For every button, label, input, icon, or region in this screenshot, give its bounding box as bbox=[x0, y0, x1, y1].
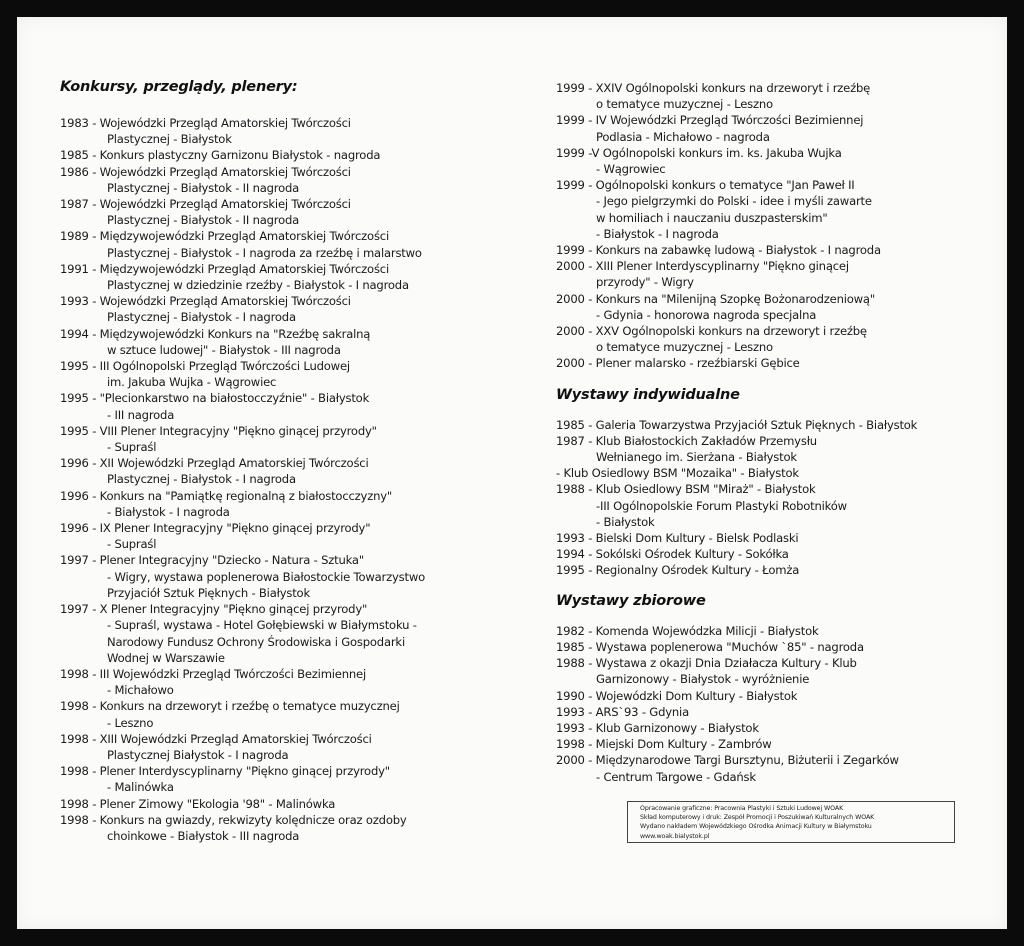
section-wystawy-zbiorowe bbox=[556, 593, 996, 785]
entry-line: 1996 - Konkurs na "Pamiątkę regionalną z białostocczyzny" bbox=[60, 488, 393, 503]
entry-line: 1993 - ARS`93 - Gdynia bbox=[556, 704, 689, 719]
entry-continuation: - Jego pielgrzymki do Polski - idee i myśli zawarte bbox=[596, 194, 872, 209]
entry-line: 1999 - Ogólnopolski konkurs o tematyce "Jan Paweł II bbox=[556, 178, 855, 193]
credits-line: Wydano nakładem Wojewódzkiego Ośrodka Animacji Kultury w Białymstoku bbox=[640, 823, 872, 831]
list-item bbox=[60, 423, 500, 455]
entry-line: 1982 - Komenda Wojewódzka Milicji - Białystok bbox=[556, 623, 819, 638]
heading-wystawy-zbiorowe: Wystawy zbiorowe bbox=[556, 592, 706, 609]
entry-continuation: - Wigry, wystawa poplenerowa Białostockie Towarzystwo bbox=[107, 569, 426, 584]
entry-continuation: - Malinówka bbox=[107, 780, 174, 795]
list-item bbox=[556, 688, 996, 704]
entry-line: 1993 - Wojewódzki Przegląd Amatorskiej Twórczości bbox=[60, 294, 351, 309]
entry-continuation: przyrody" - Wigry bbox=[596, 275, 694, 290]
entry-line: 1999 -V Ogólnopolski konkurs im. ks. Jakuba Wujka bbox=[556, 145, 842, 160]
list-item bbox=[60, 601, 500, 666]
list-item bbox=[556, 323, 996, 355]
entry-line: 1998 - Konkurs na drzeworyt i rzeźbę o tematyce muzycznej bbox=[60, 699, 400, 714]
list-item bbox=[60, 390, 500, 422]
entry-continuation: Plastycznej - Białystok - I nagroda bbox=[107, 310, 296, 325]
entry-line: 1998 - Plener Zimowy "Ekologia '98" - Malinówka bbox=[60, 796, 336, 811]
list-item bbox=[556, 417, 996, 433]
entry-continuation: - Michałowo bbox=[107, 683, 174, 698]
list-item bbox=[556, 752, 996, 784]
entry-line: 1985 - Galeria Towarzystwa Przyjaciół Sztuk Pięknych - Białystok bbox=[556, 417, 918, 432]
entry-line: - Klub Osiedlowy BSM "Mozaika" - Białystok bbox=[556, 466, 799, 481]
entry-line: 1990 - Wojewódzki Dom Kultury - Białystok bbox=[556, 688, 798, 703]
list-item bbox=[556, 639, 996, 655]
credits-website: www.woak.bialystok.pl bbox=[640, 832, 710, 840]
entry-line: 1997 - X Plener Integracyjny "Piękno ginącej przyrody" bbox=[60, 602, 368, 617]
entry-line: 2000 - Plener malarsko - rzeźbiarski Gębice bbox=[556, 356, 800, 371]
entry-continuation: choinkowe - Białystok - III nagroda bbox=[107, 828, 300, 843]
entry-continuation: - III nagroda bbox=[107, 407, 175, 422]
entry-line: 1993 - Klub Garnizonowy - Białystok bbox=[556, 720, 759, 735]
entry-line: 1987 - Klub Białostockich Zakładów Przemysłu bbox=[556, 433, 817, 448]
list-item bbox=[60, 731, 500, 763]
wystawy-indywidualne-list bbox=[556, 417, 996, 579]
entry-line: 2000 - XIII Plener Interdyscyplinarny "Piękno ginącej bbox=[556, 259, 849, 274]
entry-line: 1994 - Międzywojewódzki Konkurs na "Rzeźbę sakralną bbox=[60, 326, 371, 341]
list-item bbox=[556, 433, 996, 465]
entry-continuation: Plastycznej w dziedzinie rzeźby - Białystok - I nagroda bbox=[107, 278, 409, 293]
entry-line: 1998 - XIII Wojewódzki Przegląd Amatorskiej Twórczości bbox=[60, 731, 372, 746]
entry-line: 1998 - III Wojewódzki Przegląd Twórczości Bezimiennej bbox=[60, 666, 366, 681]
entry-continuation: - Białystok bbox=[596, 514, 655, 529]
entry-line: 1996 - IX Plener Integracyjny "Piękno ginącej przyrody" bbox=[60, 521, 371, 536]
list-item bbox=[556, 481, 996, 530]
list-item bbox=[60, 488, 500, 520]
entry-continuation: Przyjaciół Sztuk Pięknych - Białystok bbox=[107, 585, 310, 600]
entry-continuation: Plastycznej - Białystok bbox=[107, 132, 232, 147]
entry-line: 1998 - Miejski Dom Kultury - Zambrów bbox=[556, 737, 772, 752]
credits-line: Opracowanie graficzne: Pracownia Plastyki i Sztuki Ludowej WOAK bbox=[640, 805, 844, 812]
entry-line: 1983 - Wojewódzki Przegląd Amatorskiej Twórczości bbox=[60, 116, 351, 130]
entry-continuation: - Wągrowiec bbox=[596, 162, 666, 177]
right-column bbox=[556, 80, 996, 785]
list-item bbox=[60, 763, 500, 795]
entry-continuation: - Białystok - I nagroda bbox=[596, 226, 719, 241]
entry-continuation: - Gdynia - honorowa nagroda specjalna bbox=[596, 307, 817, 322]
entry-line: 1993 - Bielski Dom Kultury - Bielsk Podlaski bbox=[556, 531, 799, 546]
entry-line: 1988 - Wystawa z okazji Dnia Działacza Kultury - Klub bbox=[556, 656, 857, 671]
entry-continuation: Plastycznej - Białystok - I nagroda za rzeźbę i malarstwo bbox=[107, 245, 422, 260]
list-item bbox=[60, 358, 500, 390]
entry-line: 1985 - Wystawa poplenerowa "Muchów `85" - nagroda bbox=[556, 639, 864, 654]
list-item bbox=[556, 530, 996, 546]
entry-line: 2000 - Konkurs na "Milenijną Szopkę Bożonarodzeniową" bbox=[556, 291, 875, 306]
list-item bbox=[556, 623, 996, 639]
list-item bbox=[556, 720, 996, 736]
heading-konkursy: Konkursy, przeglądy, plenery: bbox=[60, 79, 298, 95]
list-item bbox=[556, 291, 996, 323]
entry-continuation: w homiliach i nauczaniu duszpasterskim" bbox=[596, 210, 828, 225]
list-item bbox=[556, 465, 996, 481]
entry-continuation: Plastycznej - Białystok - I nagroda bbox=[107, 472, 296, 487]
entry-continuation: - Supraśl, wystawa - Hotel Gołębiewski w Białymstoku - bbox=[107, 618, 417, 633]
list-item bbox=[60, 293, 500, 325]
list-item bbox=[60, 326, 500, 358]
entry-continuation: Wodnej w Warszawie bbox=[107, 650, 225, 665]
list-item bbox=[556, 112, 996, 144]
entry-continuation: Plastycznej - Białystok - II nagroda bbox=[107, 213, 300, 228]
list-item bbox=[60, 261, 500, 293]
entry-line: 1989 - Międzywojewódzki Przegląd Amatorskiej Twórczości bbox=[60, 229, 389, 244]
list-item bbox=[60, 455, 500, 487]
entry-line: 1995 - Regionalny Ośrodek Kultury - Łomża bbox=[556, 563, 800, 578]
entry-line: 1998 - Plener Interdyscyplinarny "Piękno ginącej przyrody" bbox=[60, 764, 390, 779]
entry-line: 1995 - "Plecionkarstwo na białostocczyźnie" - Białystok bbox=[60, 391, 370, 406]
entry-line: 2000 - Międzynarodowe Targi Bursztynu, Biżuterii i Zegarków bbox=[556, 753, 899, 768]
entry-line: 1999 - IV Wojewódzki Przegląd Twórczości Bezimiennej bbox=[556, 113, 864, 128]
list-item bbox=[556, 736, 996, 752]
entry-continuation: - Supraśl bbox=[107, 537, 157, 552]
section-wystawy-indywidualne bbox=[556, 387, 996, 579]
list-item bbox=[556, 80, 996, 112]
entry-continuation: - Supraśl bbox=[107, 440, 157, 455]
entry-line: 1985 - Konkurs plastyczny Garnizonu Białystok - nagroda bbox=[60, 148, 381, 163]
list-item bbox=[60, 520, 500, 552]
entry-continuation: Wełnianego im. Sierżana - Białystok bbox=[596, 450, 797, 465]
list-item bbox=[60, 812, 500, 844]
entry-line: 1997 - Plener Integracyjny "Dziecko - Natura - Sztuka" bbox=[60, 553, 364, 568]
entry-line: 1987 - Wojewódzki Przegląd Amatorskiej Twórczości bbox=[60, 197, 351, 212]
entry-continuation: - Centrum Targowe - Gdańsk bbox=[596, 769, 756, 784]
entry-continuation: Plastycznej - Białystok - II nagroda bbox=[107, 180, 300, 195]
entry-continuation: w sztuce ludowej" - Białystok - III nagroda bbox=[107, 342, 341, 357]
list-item bbox=[556, 258, 996, 290]
list-item bbox=[556, 355, 996, 371]
list-item bbox=[60, 552, 500, 601]
list-item bbox=[556, 177, 996, 242]
konkursy-list bbox=[60, 115, 500, 844]
wystawy-zbiorowe-list bbox=[556, 623, 996, 785]
entry-continuation: Plastycznej Białystok - I nagroda bbox=[107, 747, 289, 762]
entry-continuation: o tematyce muzycznej - Leszno bbox=[596, 340, 773, 355]
entry-line: 1996 - XII Wojewódzki Przegląd Amatorskiej Twórczości bbox=[60, 456, 369, 471]
entry-line: 1998 - Konkurs na gwiazdy, rekwizyty kolędnicze oraz ozdoby bbox=[60, 812, 407, 827]
konkursy-continued-list bbox=[556, 80, 996, 372]
entry-continuation: - Leszno bbox=[107, 715, 154, 730]
list-item bbox=[60, 115, 500, 147]
entry-line: 1995 - VIII Plener Integracyjny "Piękno ginącej przyrody" bbox=[60, 423, 377, 438]
entry-line: 1999 - XXIV Ogólnopolski konkurs na drzeworyt i rzeźbę bbox=[556, 81, 871, 95]
entry-continuation: Podlasia - Michałowo - nagroda bbox=[596, 129, 770, 144]
entry-continuation: -III Ogólnopolskie Forum Plastyki Robotników bbox=[596, 498, 847, 513]
credits-box bbox=[627, 801, 955, 843]
entry-line: 1995 - III Ogólnopolski Przegląd Twórczości Ludowej bbox=[60, 359, 350, 374]
list-item bbox=[556, 562, 996, 578]
list-item bbox=[60, 147, 500, 163]
entry-line: 2000 - XXV Ogólnopolski konkurs na drzeworyt i rzeźbę bbox=[556, 324, 867, 339]
credits-line: Skład komputerowy i druk: Zespół Promocji i Poszukiwań Kulturalnych WOAK bbox=[640, 814, 875, 822]
list-item bbox=[60, 228, 500, 260]
left-column bbox=[60, 79, 500, 844]
list-item bbox=[60, 164, 500, 196]
entry-continuation: Garnizonowy - Białystok - wyróżnienie bbox=[596, 672, 810, 687]
entry-continuation: o tematyce muzycznej - Leszno bbox=[596, 97, 773, 112]
document-page bbox=[17, 17, 1007, 929]
entry-line: 1991 - Międzywojewódzki Przegląd Amatorskiej Twórczości bbox=[60, 261, 389, 276]
entry-line: 1988 - Klub Osiedlowy BSM "Miraż" - Białystok bbox=[556, 482, 816, 497]
list-item bbox=[60, 666, 500, 698]
entry-continuation: im. Jakuba Wujka - Wągrowiec bbox=[107, 375, 277, 390]
list-item bbox=[60, 796, 500, 812]
list-item bbox=[556, 145, 996, 177]
list-item bbox=[556, 546, 996, 562]
list-item bbox=[556, 655, 996, 687]
entry-line: 1994 - Sokólski Ośrodek Kultury - Sokółka bbox=[556, 547, 789, 562]
list-item bbox=[556, 242, 996, 258]
entry-continuation: - Białystok - I nagroda bbox=[107, 504, 230, 519]
entry-line: 1999 - Konkurs na zabawkę ludową - Białystok - I nagroda bbox=[556, 243, 881, 258]
entry-continuation: Narodowy Fundusz Ochrony Środowiska i Gospodarki bbox=[107, 634, 405, 649]
entry-line: 1986 - Wojewódzki Przegląd Amatorskiej Twórczości bbox=[60, 164, 351, 179]
list-item bbox=[556, 704, 996, 720]
list-item bbox=[60, 698, 500, 730]
heading-wystawy-indywidualne: Wystawy indywidualne bbox=[556, 386, 740, 403]
list-item bbox=[60, 196, 500, 228]
